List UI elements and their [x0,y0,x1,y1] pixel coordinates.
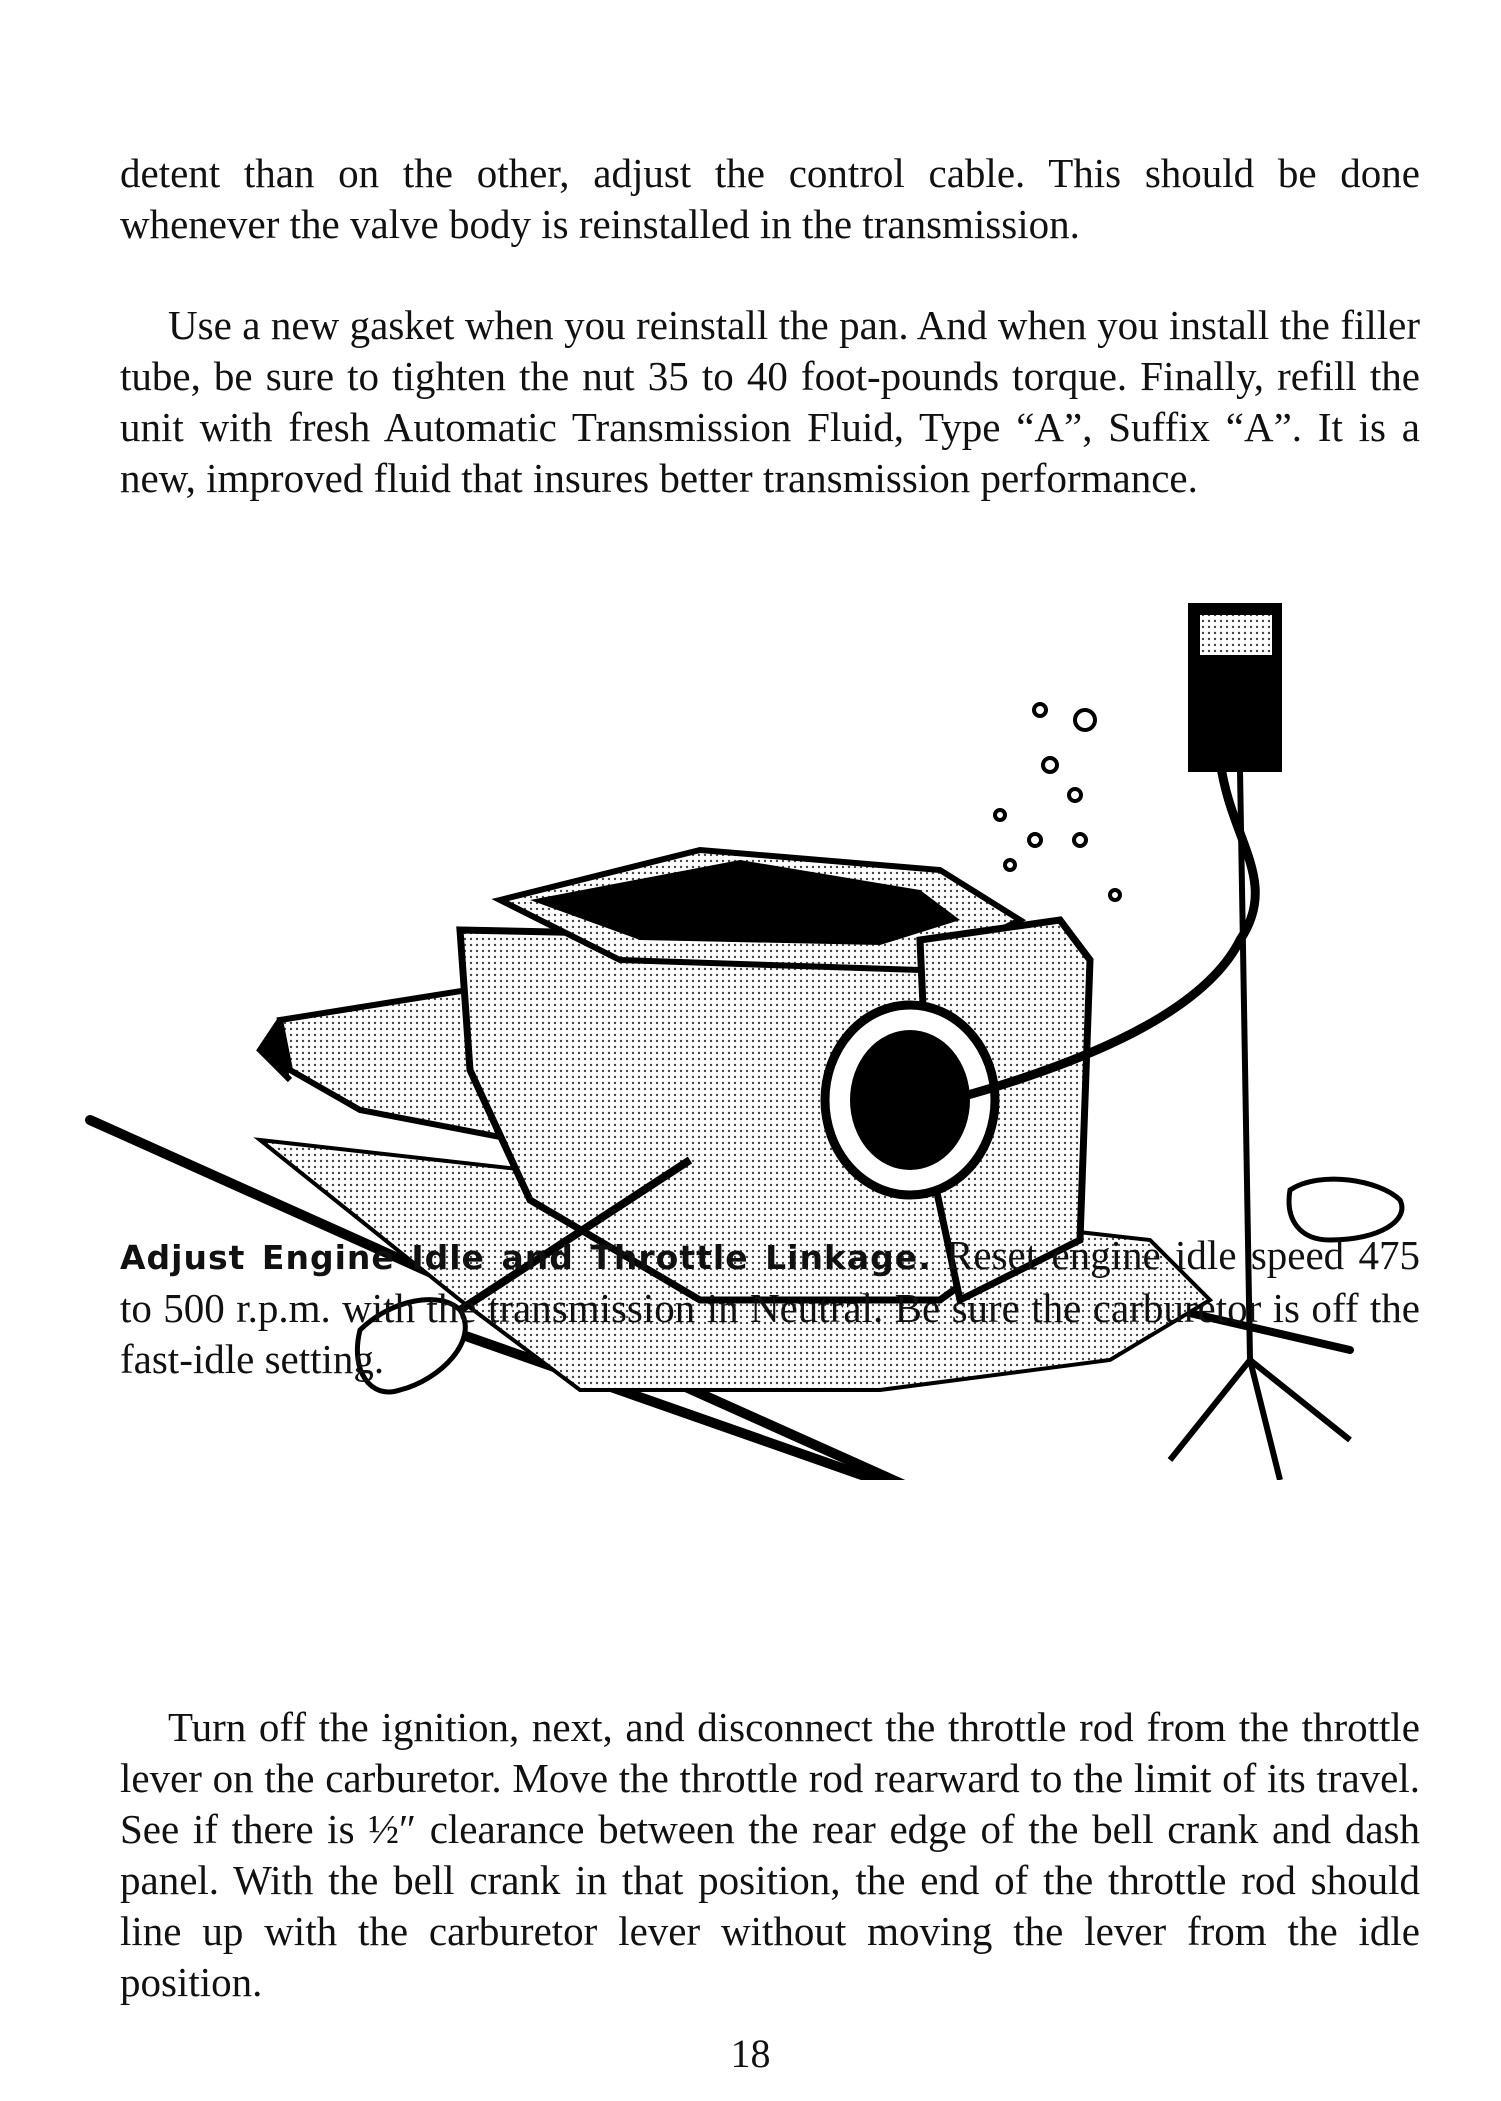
section-heading-engine-idle: Adjust Engine Idle and Throttle Linkage. [120,1238,932,1277]
paragraph-control-cable: detent than on the other, adjust the control cable. This should be done whenever the valve body is reinstalled in the transmission. [120,150,1420,247]
paragraph-gasket-fluid: Use a new gasket when you reinstall the pan. And when you install the filler tube, be sure to tighten the nut 35 to 40 foot-pounds torque. Finally, refill the unit with fresh Automatic Transmission Fluid, Type “A”, Suffix “A”. It is a new, improved fluid that insures better transmission performance. [120,302,1420,501]
paragraph-engine-idle [120,1230,1420,1385]
fluid-drops [995,704,1120,900]
paragraph-engine-idle-body: Reset engine idle speed 475 to 500 r.p.m. with the transmission in Neutral. Be sure the carburetor is off the fast-idle setting. [120,1232,1420,1382]
paragraph-throttle-rod: Turn off the ignition, next, and disconnect the throttle rod from the throttle lever on the carburetor. Move the throttle rod rearward to the limit of its travel. See if there is ½″ clearance between the rear edge of the bell crank and dash panel. With the bell crank in that position, the end of the throttle rod should line up with the carburetor lever without moving the lever from the idle position. [120,1704,1420,2005]
page-number: 18 [730,2031,771,2076]
